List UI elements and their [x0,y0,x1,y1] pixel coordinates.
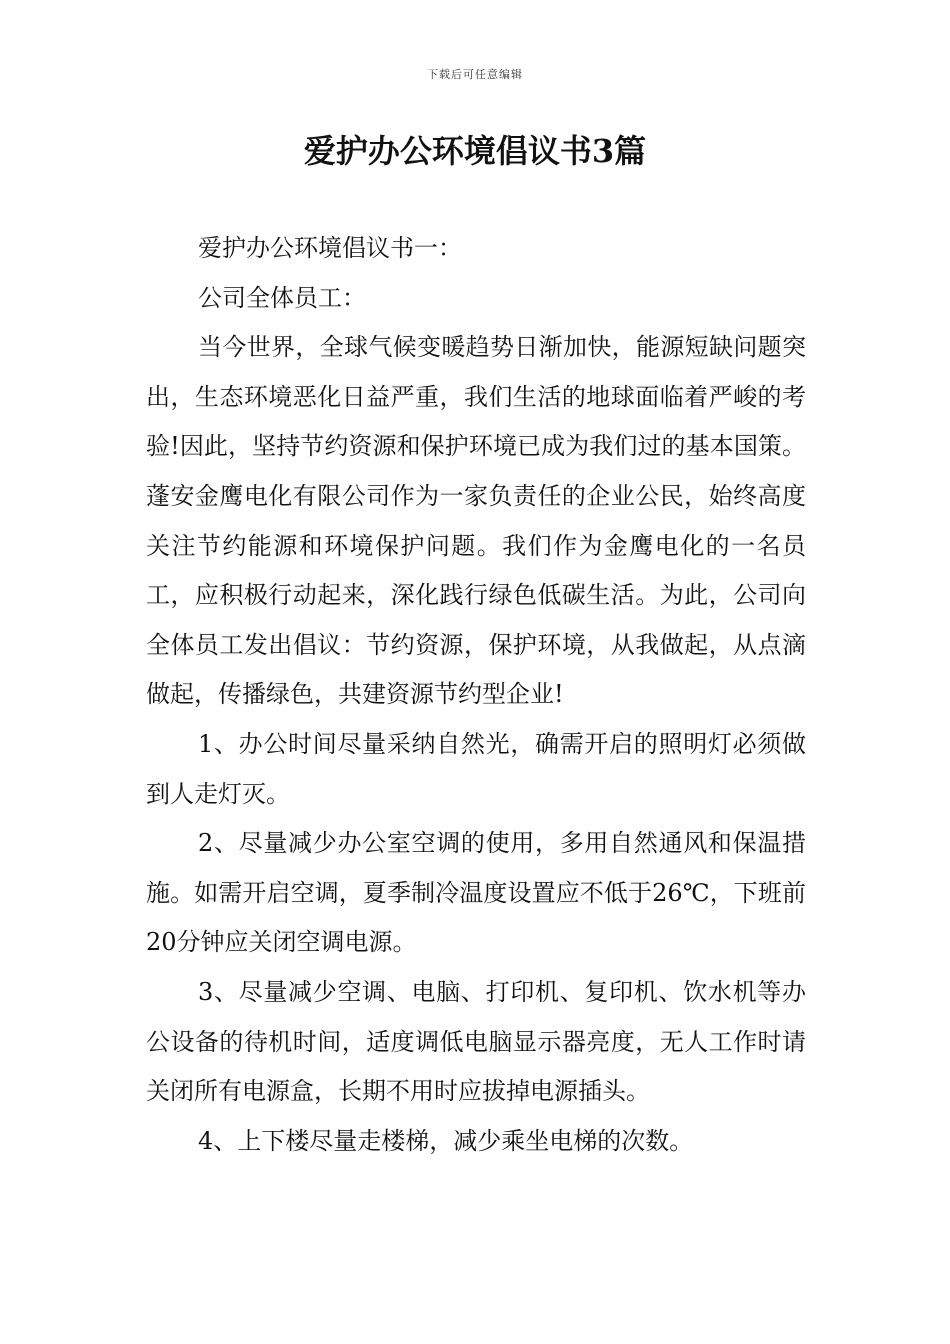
document-title: 爱护办公环境倡议书3篇 [303,132,647,170]
paragraph-intro: 当今世界，全球气候变暖趋势日渐加快，能源短缺问题突出，生态环境恶化日益严重，我们生活的地球面临着严峻的考验!因此，坚持节约资源和保护环境已成为我们过的基本国策。蓬安金鹰电化有限公司作为一家负责任的企业公民，始终高度关注节约能源和环境保护问题。我们作为金鹰电化的一名员工，应积极行动起来，深化践行绿色低碳生活。为此，公司向全体员工发出倡议：节约资源，保护环境，从我做起，从点滴做起，传播绿色，共建资源节约型企业! [146,333,806,709]
paragraph-item-4: 4、上下楼尽量走楼梯，减少乘坐电梯的次数。 [198,1126,694,1155]
paragraph-heading: 爱护办公环境倡议书一： [198,234,462,262]
document-body [146,224,806,1166]
paragraph-item-1: 1、办公时间尽量采纳自然光，确需开启的照明灯必须做到人走灯灭。 [146,729,806,808]
paragraph-item-3: 3、尽量减少空调、电脑、打印机、复印机、饮水机等办公设备的待机时间，适度调低电脑显示器亮度，无人工作时请关闭所有电源盒，长期不用时应拔掉电源插头。 [146,977,806,1106]
paragraph-item-2: 2、尽量减少办公室空调的使用，多用自然通风和保温措施。如需开启空调，夏季制冷温度设置应不低于26℃，下班前20分钟应关闭空调电源。 [146,829,806,957]
header-note: 下载后可任意编辑 [427,68,523,81]
paragraph-salutation: 公司全体员工： [198,283,366,312]
